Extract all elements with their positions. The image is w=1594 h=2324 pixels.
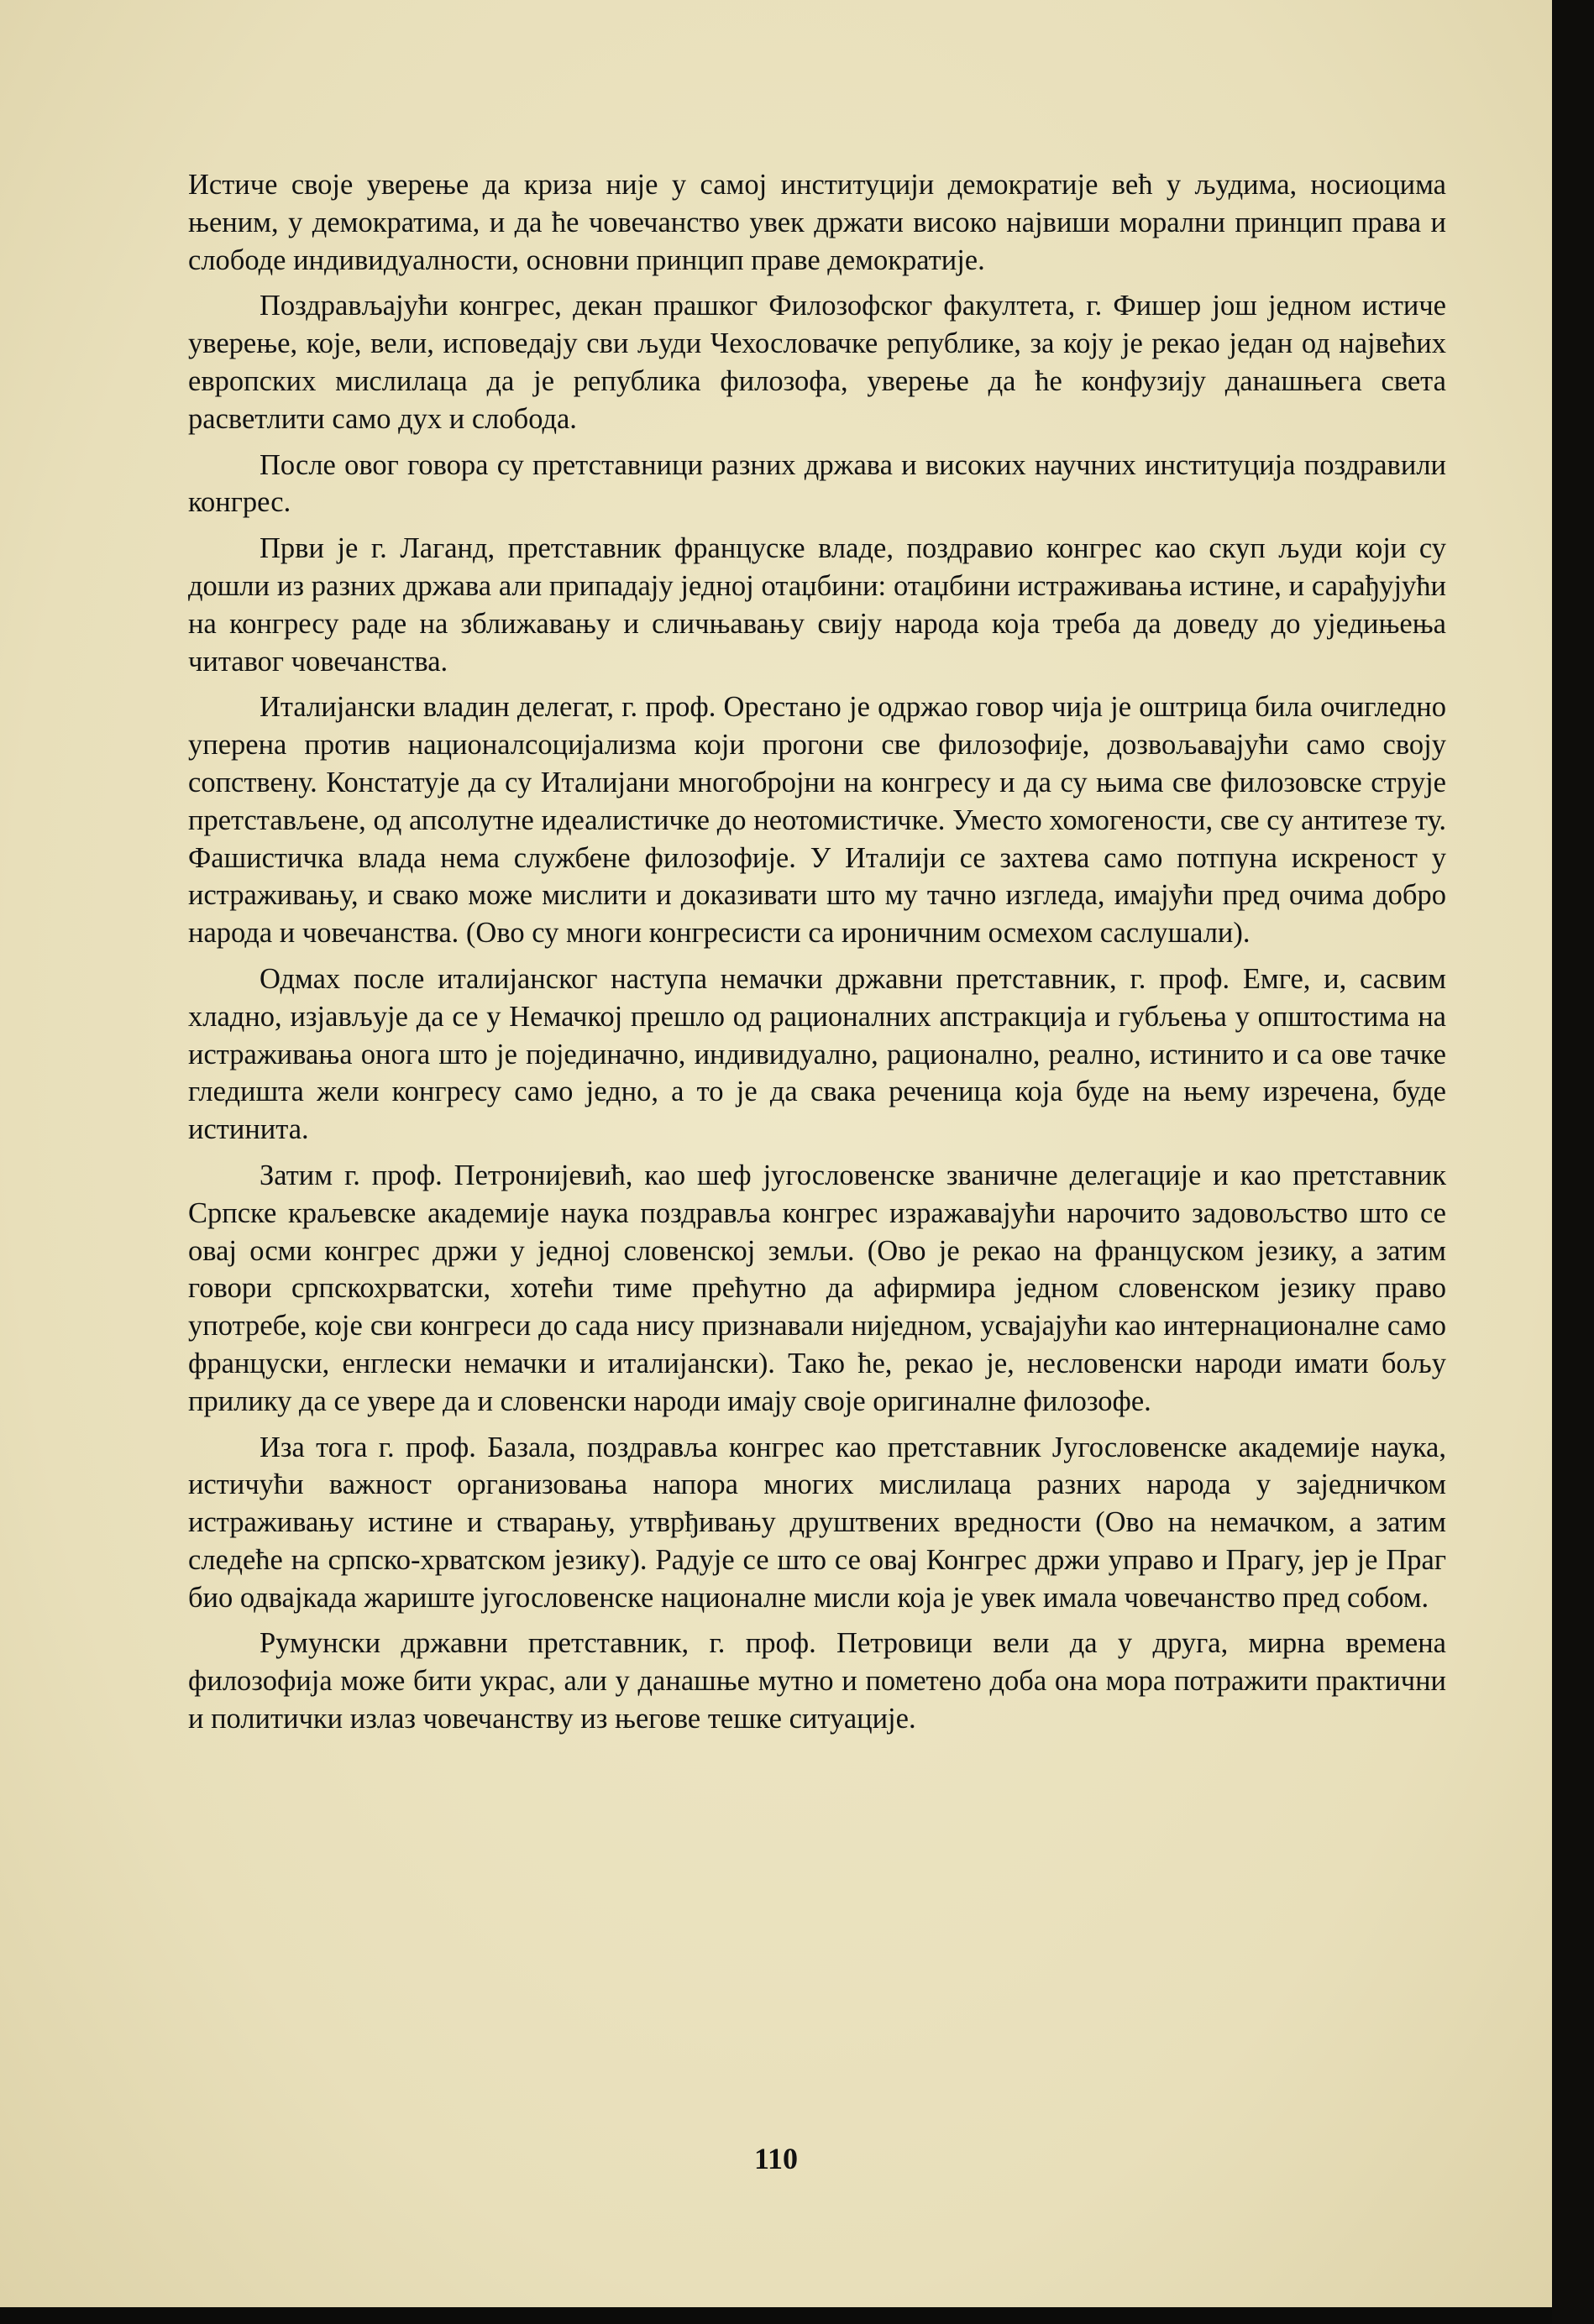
book-spine — [1552, 0, 1594, 2324]
paragraph: Одмах после италијанског наступа немачки државни претставник, г. проф. Емге, и, сасвим хладно, изјављује да се у Немачкој прешло од рационалних апстракција и губљења у општостима на истраживања онога што је појединачно, индивидуално, рационално, реално, истинито и са ове тачке гледишта жели конгресу само једно, а то је да свака реченица која буде на њему изречена, буде истинита. — [188, 962, 1446, 1146]
paragraph: Поздрављајући конгрес, декан прашког Филозофског факултета, г. Фишер још једном истиче уверење, које, вели, исповедају сви људи Чехословачке републике, за коју је рекао један од највећих европских мислилаца да је република филозофа, уверење да ће конфузију данашњега света расветлити само дух и слобода. — [188, 290, 1446, 435]
paragraph: Италијански владин делегат, г. проф. Орестано је одржао говор чија је оштрица била очигледно уперена против националсоцијализма који прогони све филозофије, дозвољавајући само своју сопствену. Констатује да су Италијани многобројни на конгресу и да су њима све филозовске струје претстављене, од апсолутне идеалистичке до неотомистичке. Уместо хомогености, све су антитезе ту. Фашистичка влада нема службене филозофије. У Италији се захтева само потпуна искреност у истраживању, и свако може мислити и доказивати што му тачно изгледа, имајући пред очима добро народа и човечанства. (Ово су многи конгресисти са ироничним осмехом саслушали). — [188, 691, 1446, 950]
paragraph: Иза тога г. проф. Базала, поздравља конгрес као претставник Југословенске академије наука, истичући важност организовања напора многих мислилаца разних народа у заједничком истраживању истине и стварању, утврђивању друштвених вредности (Ово на немачком, а затим следеће на српско-хрватском језику). Радује се што се овај Конгрес држи управо и Прагу, јер је Праг био одвајкада жариште југословенске националне мисли која је увек имала човечанство пред собом. — [188, 1431, 1446, 1614]
paragraph: Румунски државни претставник, г. проф. Петровици вели да у друга, мирна времена филозофија може бити украс, али у данашње мутно и пометено доба она мора потражити практични и политички излаз човечанству из његове тешке ситуације. — [188, 1627, 1446, 1735]
page-text — [188, 166, 1446, 1746]
page-number: 110 — [753, 2142, 798, 2175]
paragraph: Први је г. Лаганд, претставник француске владе, поздравио конгрес као скуп људи који су дошли из разних држава али припадају једној отаџбини: отаџбини истраживања истине, и сарађујући на конгресу раде на зближавању и сличњавању свију народа која треба да доведу до уједињења читавог човечанства. — [188, 532, 1446, 678]
paragraph: Затим г. проф. Петронијевић, као шеф југословенске званичне делегације и као претставник Српске краљевске академије наука поздравља конгрес изражавајући нарочито задовољство што се овај осми конгрес држи у једној словенској земљи. (Ово је рекао на француском језику, а затим говори српскохрватски, хотећи тиме прећутно да афирмира једном словенском језику право употребе, које сви конгреси до сада нису признавали ниједном, усвајајући као интернационалне само француски, енглески немачки и италијански). Тако ће, рекао је, несловенски народи имати бољу прилику да се увере да и словенски народи имају своје оригиналне филозофе. — [188, 1159, 1446, 1417]
paragraph: После овог говора су претставници разних држава и високих научних институција поздравили конгрес. — [188, 448, 1446, 519]
paragraph: Истиче своје уверење да криза није у самој институцији демократије већ у људима, носиоцима њеним, у демократима, и да ће човечанство увек држати високо највиши морални принцип права и слободе индивидуалности, основни принцип праве демократије. — [188, 169, 1446, 276]
